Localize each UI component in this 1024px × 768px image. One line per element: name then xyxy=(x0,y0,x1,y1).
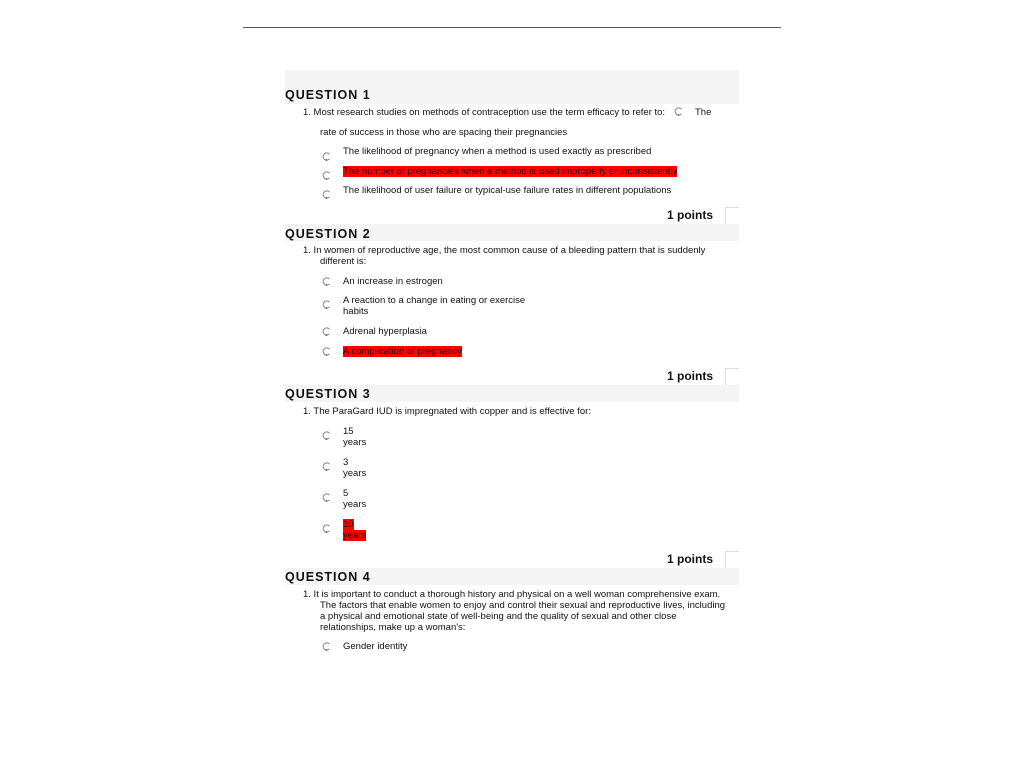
radio-button[interactable] xyxy=(322,300,331,309)
radio-button[interactable] xyxy=(322,277,331,286)
question-3-title: QUESTION 3 xyxy=(285,387,371,401)
question-3-points xyxy=(662,551,739,568)
radio-button[interactable] xyxy=(322,431,331,440)
radio-button[interactable] xyxy=(322,642,331,651)
question-1-option[interactable]: The likelihood of pregnancy when a method is used exactly as prescribed xyxy=(343,146,652,157)
question-3-option-number[interactable]: 3 xyxy=(343,457,349,468)
points-box xyxy=(725,551,739,569)
question-3-option-unit: years xyxy=(343,499,367,510)
question-1-stem-line1: 1. Most research studies on methods of contraception use the term efficacy to refer to: xyxy=(303,107,666,118)
question-3-option-number-highlighted[interactable]: 10 xyxy=(343,519,354,530)
top-divider xyxy=(243,27,781,28)
question-4-title: QUESTION 4 xyxy=(285,570,371,584)
question-2-stem-line1: 1. In women of reproductive age, the most common cause of a bleeding pattern that is suddenly xyxy=(303,245,706,256)
radio-button[interactable] xyxy=(322,327,331,336)
question-3-option-number[interactable]: 5 xyxy=(343,488,349,499)
question-3-option-unit-highlighted: years xyxy=(343,530,367,541)
radio-button[interactable] xyxy=(322,190,331,199)
question-2-points xyxy=(662,368,739,385)
question-4-stem-line: relationships, make up a woman's: xyxy=(320,622,466,633)
question-1-title: QUESTION 1 xyxy=(285,88,371,102)
points-box xyxy=(725,207,739,225)
question-1-points xyxy=(662,207,739,224)
radio-button[interactable] xyxy=(322,462,331,471)
radio-button[interactable] xyxy=(322,347,331,356)
question-3-option-number[interactable]: 15 xyxy=(343,426,354,437)
question-3-option-unit: years xyxy=(343,468,367,479)
question-1-option-highlighted[interactable]: The number of pregnancies when a method is used improperly or inconsistently xyxy=(343,166,678,177)
points-box xyxy=(725,368,739,386)
question-4-stem-line: a physical and emotional state of well-being and the quality of sexual and other close xyxy=(320,611,677,622)
radio-button[interactable] xyxy=(322,524,331,533)
radio-button[interactable] xyxy=(322,493,331,502)
points-label: 1 points xyxy=(667,369,714,383)
radio-button[interactable] xyxy=(674,107,683,116)
question-1-stem-tail: The xyxy=(695,107,712,118)
radio-button[interactable] xyxy=(322,171,331,180)
question-2-option[interactable]: A reaction to a change in eating or exercise xyxy=(343,295,526,306)
question-4-option[interactable]: Gender identity xyxy=(343,641,408,652)
question-1-stem-line2: rate of success in those who are spacing their pregnancies xyxy=(320,127,568,138)
points-label: 1 points xyxy=(667,208,714,222)
question-2-stem-line2: different is: xyxy=(320,256,367,267)
radio-button[interactable] xyxy=(322,152,331,161)
question-2-option[interactable]: An increase in estrogen xyxy=(343,276,443,287)
question-2-option[interactable]: Adrenal hyperplasia xyxy=(343,326,427,337)
question-2-option-highlighted[interactable]: A complication of pregnancy xyxy=(343,346,462,357)
question-2-option-cont: habits xyxy=(343,306,369,317)
question-3-stem: 1. The ParaGard IUD is impregnated with copper and is effective for: xyxy=(303,406,591,417)
points-label: 1 points xyxy=(667,552,714,566)
question-4-stem-line: The factors that enable women to enjoy and control their sexual and reproductive lives, including xyxy=(320,600,726,611)
question-4-stem-line: 1. It is important to conduct a thorough history and physical on a well woman comprehensive exam. xyxy=(303,589,721,600)
question-1-option[interactable]: The likelihood of user failure or typical-use failure rates in different populations xyxy=(343,185,672,196)
question-3-option-unit: years xyxy=(343,437,367,448)
question-2-title: QUESTION 2 xyxy=(285,227,371,241)
